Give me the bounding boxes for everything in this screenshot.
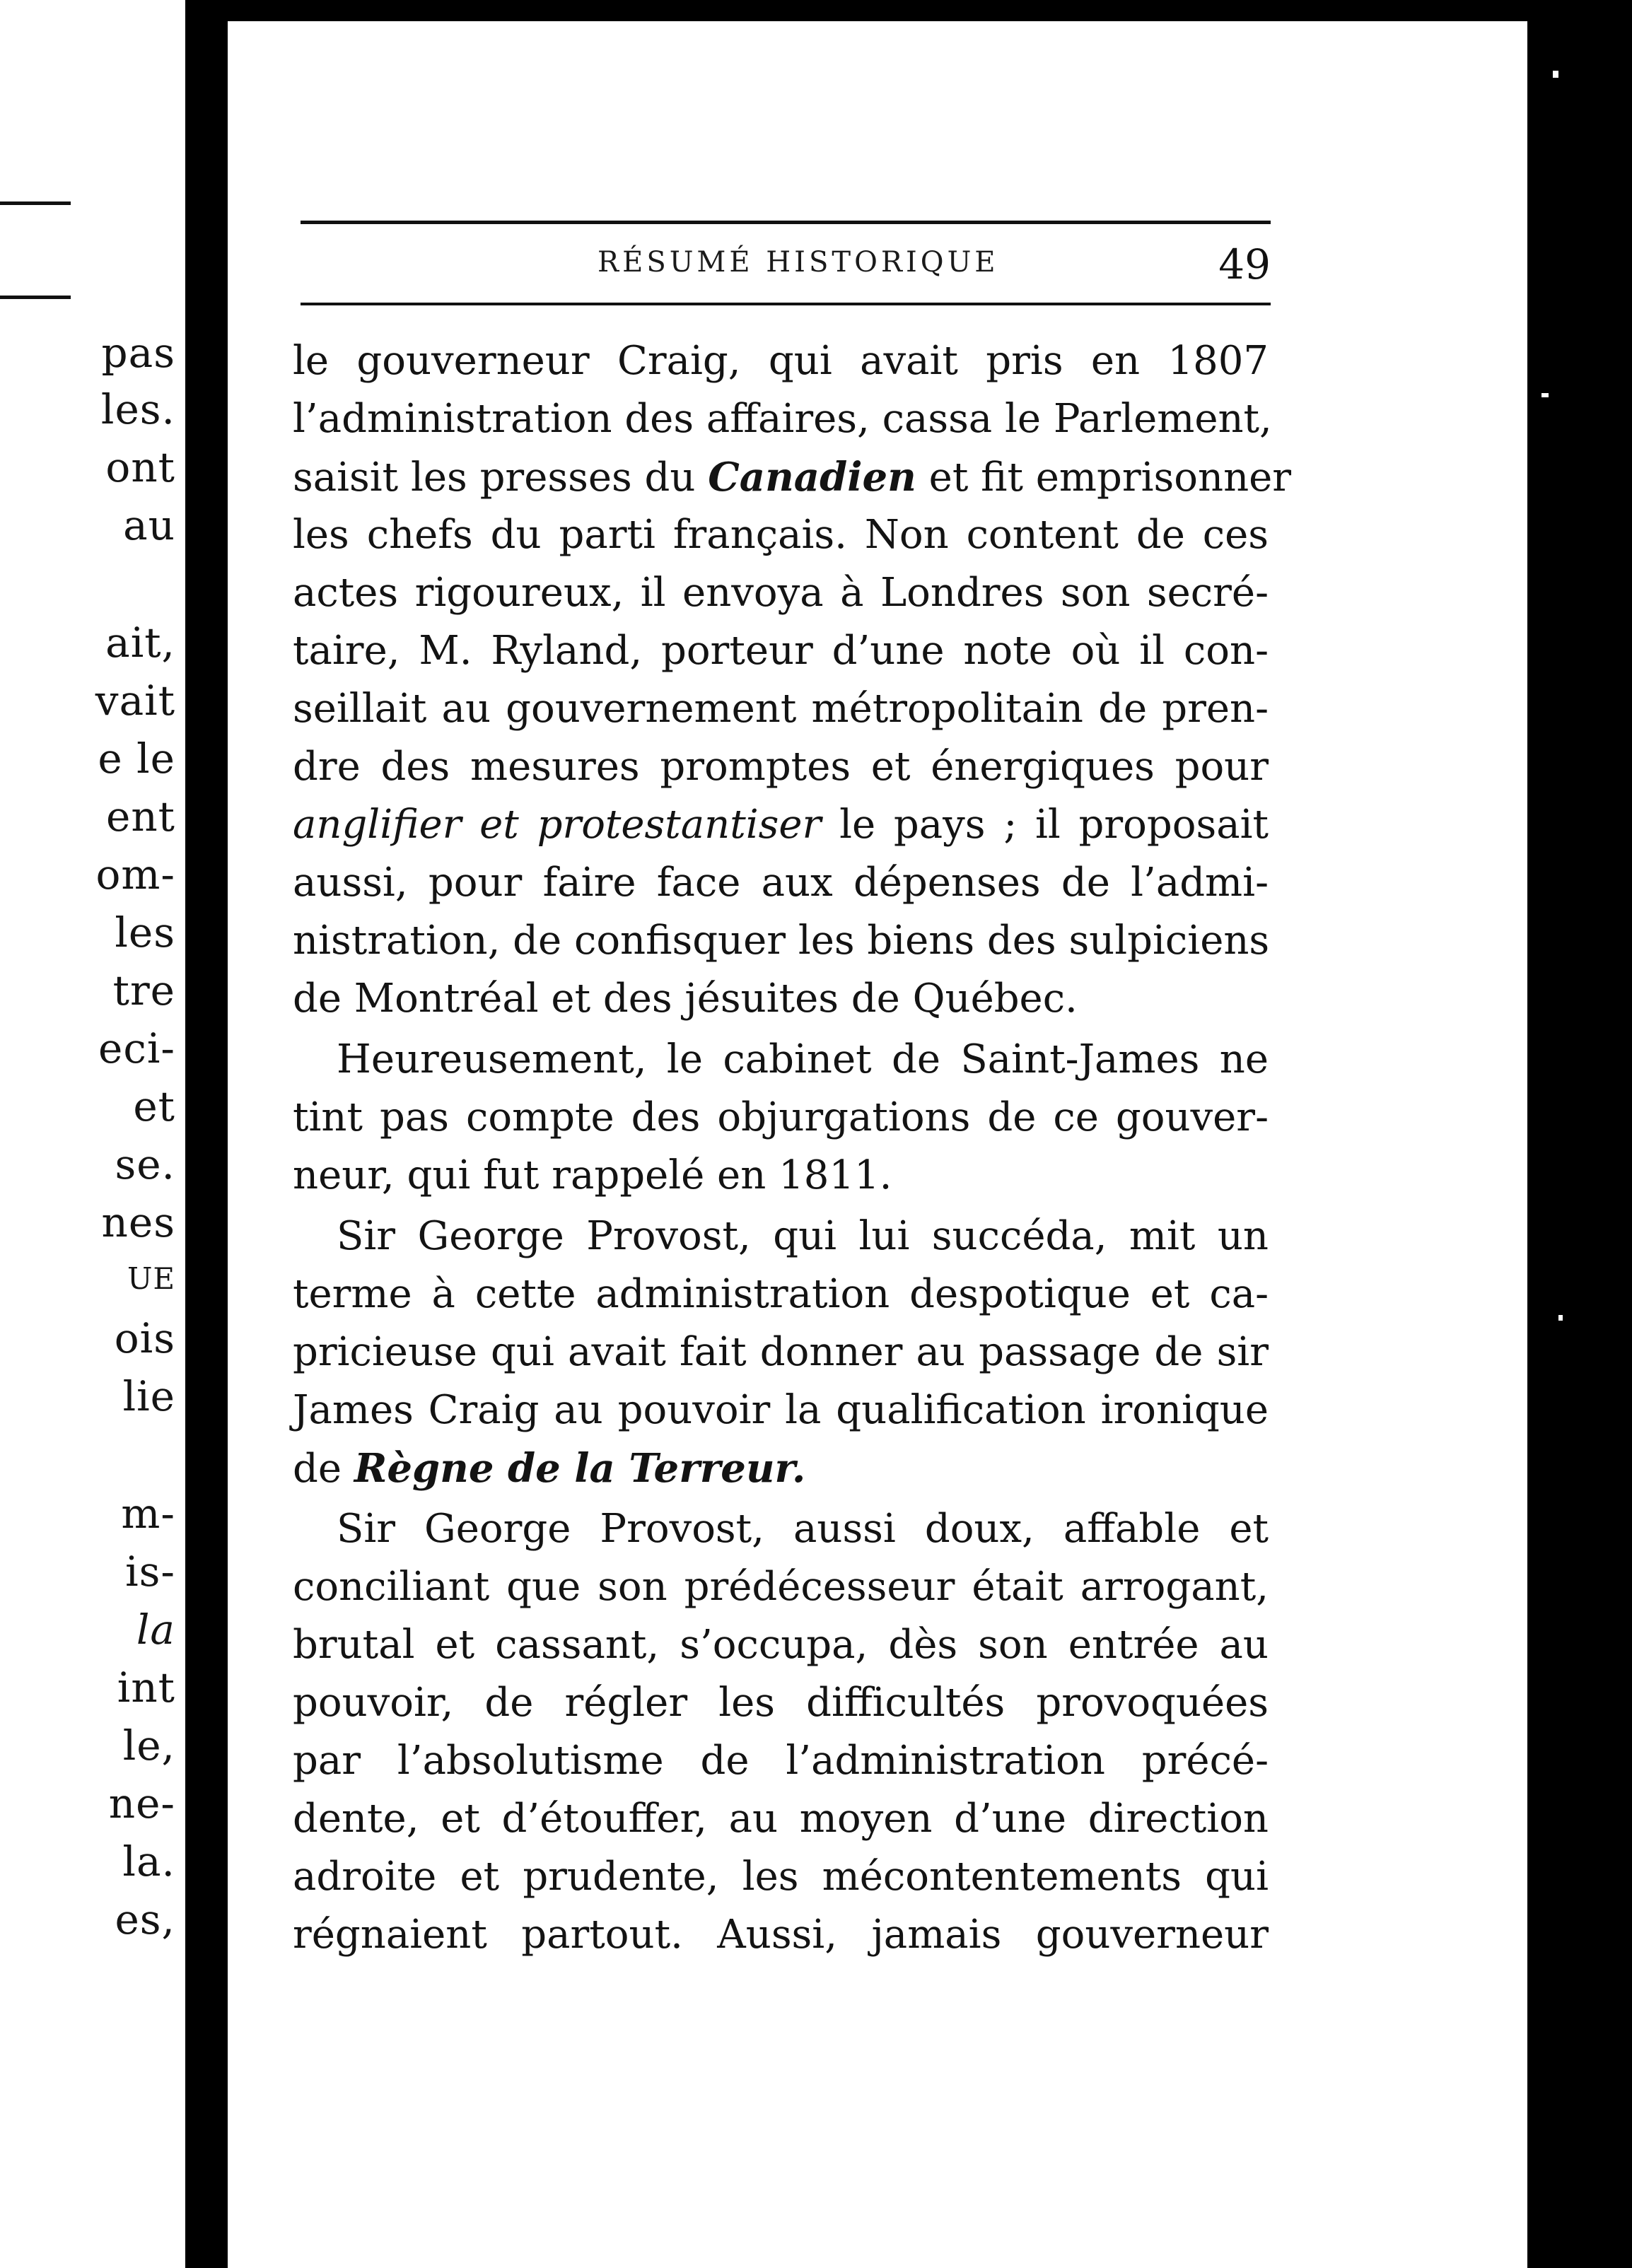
text-line	[293, 796, 1269, 854]
left-page-fragment: ois	[114, 1314, 175, 1362]
left-page-fragment: ne-	[108, 1779, 175, 1828]
scan-speck	[1553, 71, 1558, 78]
text-line: Sir George Provost, aussi doux, affable et	[337, 1506, 1269, 1552]
left-page-fragment: es,	[115, 1895, 175, 1943]
text-line: régnaient partout. Aussi, jamais gouverneur	[293, 1912, 1269, 1958]
text-line: dre des mesures promptes et énergiques pour	[293, 744, 1269, 790]
text-line: taire, M. Ryland, porteur d’une note où il con-	[293, 628, 1269, 674]
text-line: brutal et cassant, s’occupa, dès son entrée au	[293, 1622, 1269, 1668]
left-page-fragment: lie	[122, 1372, 175, 1420]
text-line: pricieuse qui avait fait donner au passage de sir	[293, 1329, 1269, 1375]
left-page-fragment: ait,	[105, 619, 175, 667]
text-line: de Montréal et des jésuites de Québec.	[293, 976, 1078, 1022]
text-line: conciliant que son prédécesseur était arrogant,	[293, 1564, 1269, 1610]
newspaper-title: Canadien	[708, 454, 916, 501]
text-line: le gouverneur Craig, qui avait pris en 1807	[293, 338, 1269, 384]
left-facing-page	[0, 0, 185, 2268]
left-page-rule-top	[0, 201, 71, 205]
header-rule-top	[301, 221, 1271, 224]
text-line: James Craig au pouvoir la qualification ironique	[293, 1387, 1269, 1433]
text-line: par l’absolutisme de l’administration précé-	[293, 1738, 1269, 1784]
text-line: seillait au gouvernement métropolitain de pren-	[293, 686, 1269, 732]
left-page-fragment: ent	[106, 793, 175, 841]
left-page-fragment: UE	[127, 1261, 175, 1296]
left-page-fragment: le,	[122, 1722, 175, 1770]
left-page-fragment: au	[123, 501, 175, 549]
left-page-fragment: se.	[115, 1140, 175, 1188]
text-line: nistration, de confisquer les biens des sulpiciens	[293, 918, 1270, 964]
left-page-rule-bottom	[0, 296, 71, 299]
scan-edge	[1527, 0, 1632, 2268]
text-line: Sir George Provost, qui lui succéda, mit un	[337, 1213, 1269, 1259]
left-page-fragment: les.	[100, 385, 175, 433]
text-line: dente, et d’étouffer, au moyen d’une direction	[293, 1796, 1269, 1842]
left-page-fragment: les	[115, 908, 175, 957]
text-span: de	[293, 1446, 342, 1492]
running-title: RÉSUMÉ HISTORIQUE	[598, 246, 999, 279]
page-number: 49	[1218, 240, 1271, 288]
text-line: l’administration des affaires, cassa le Parlement,	[293, 396, 1272, 442]
running-head	[301, 240, 1271, 290]
text-line: actes rigoureux, il envoya à Londres son secré-	[293, 570, 1269, 616]
left-page-fragment: la.	[122, 1837, 175, 1886]
left-page-fragment: is-	[125, 1548, 175, 1596]
left-page-fragment: nes	[101, 1198, 175, 1246]
text-line	[293, 448, 1292, 506]
header-rule-bottom	[301, 303, 1271, 305]
italic-phrase: Règne de la Terreur.	[354, 1445, 806, 1492]
book-gutter	[185, 0, 228, 2268]
text-line: pouvoir, de régler les difficultés provoquées	[293, 1680, 1269, 1726]
left-page-fragment: e le	[98, 735, 175, 783]
italic-phrase: angliﬁer et protestantiser	[293, 802, 822, 848]
left-page-fragment: la	[136, 1606, 175, 1654]
text-line: tint pas compte des objurgations de ce gouver-	[293, 1094, 1269, 1140]
text-line: neur, qui fut rappelé en 1811.	[293, 1152, 892, 1198]
left-page-fragment: et	[133, 1082, 175, 1130]
left-page-fragment: om-	[95, 850, 175, 899]
text-line: aussi, pour faire face aux dépenses de l’admi-	[293, 860, 1269, 906]
left-page-fragment: vait	[95, 677, 175, 725]
text-line: Heureusement, le cabinet de Saint-James ne	[337, 1036, 1269, 1082]
scan-speck	[1541, 393, 1549, 397]
left-page-fragment: ont	[105, 443, 175, 491]
text-line	[293, 1439, 1269, 1497]
left-page-fragment: pas	[101, 329, 175, 377]
text-line: terme à cette administration despotique et ca-	[293, 1271, 1269, 1317]
text-span: saisit les presses du	[293, 455, 696, 501]
left-page-fragment: int	[117, 1664, 175, 1712]
text-span: et fit emprisonner	[928, 455, 1292, 501]
left-page-fragment: m-	[121, 1490, 175, 1538]
text-line: les chefs du parti français. Non content de ces	[293, 512, 1269, 558]
body-text	[293, 332, 1292, 1964]
left-page-fragment: tre	[112, 966, 175, 1015]
scan-speck	[1558, 1315, 1563, 1321]
text-span: le pays ; il proposait	[839, 802, 1269, 848]
left-page-fragment: eci-	[98, 1024, 175, 1072]
text-line: adroite et prudente, les mécontentements qui	[293, 1854, 1269, 1900]
